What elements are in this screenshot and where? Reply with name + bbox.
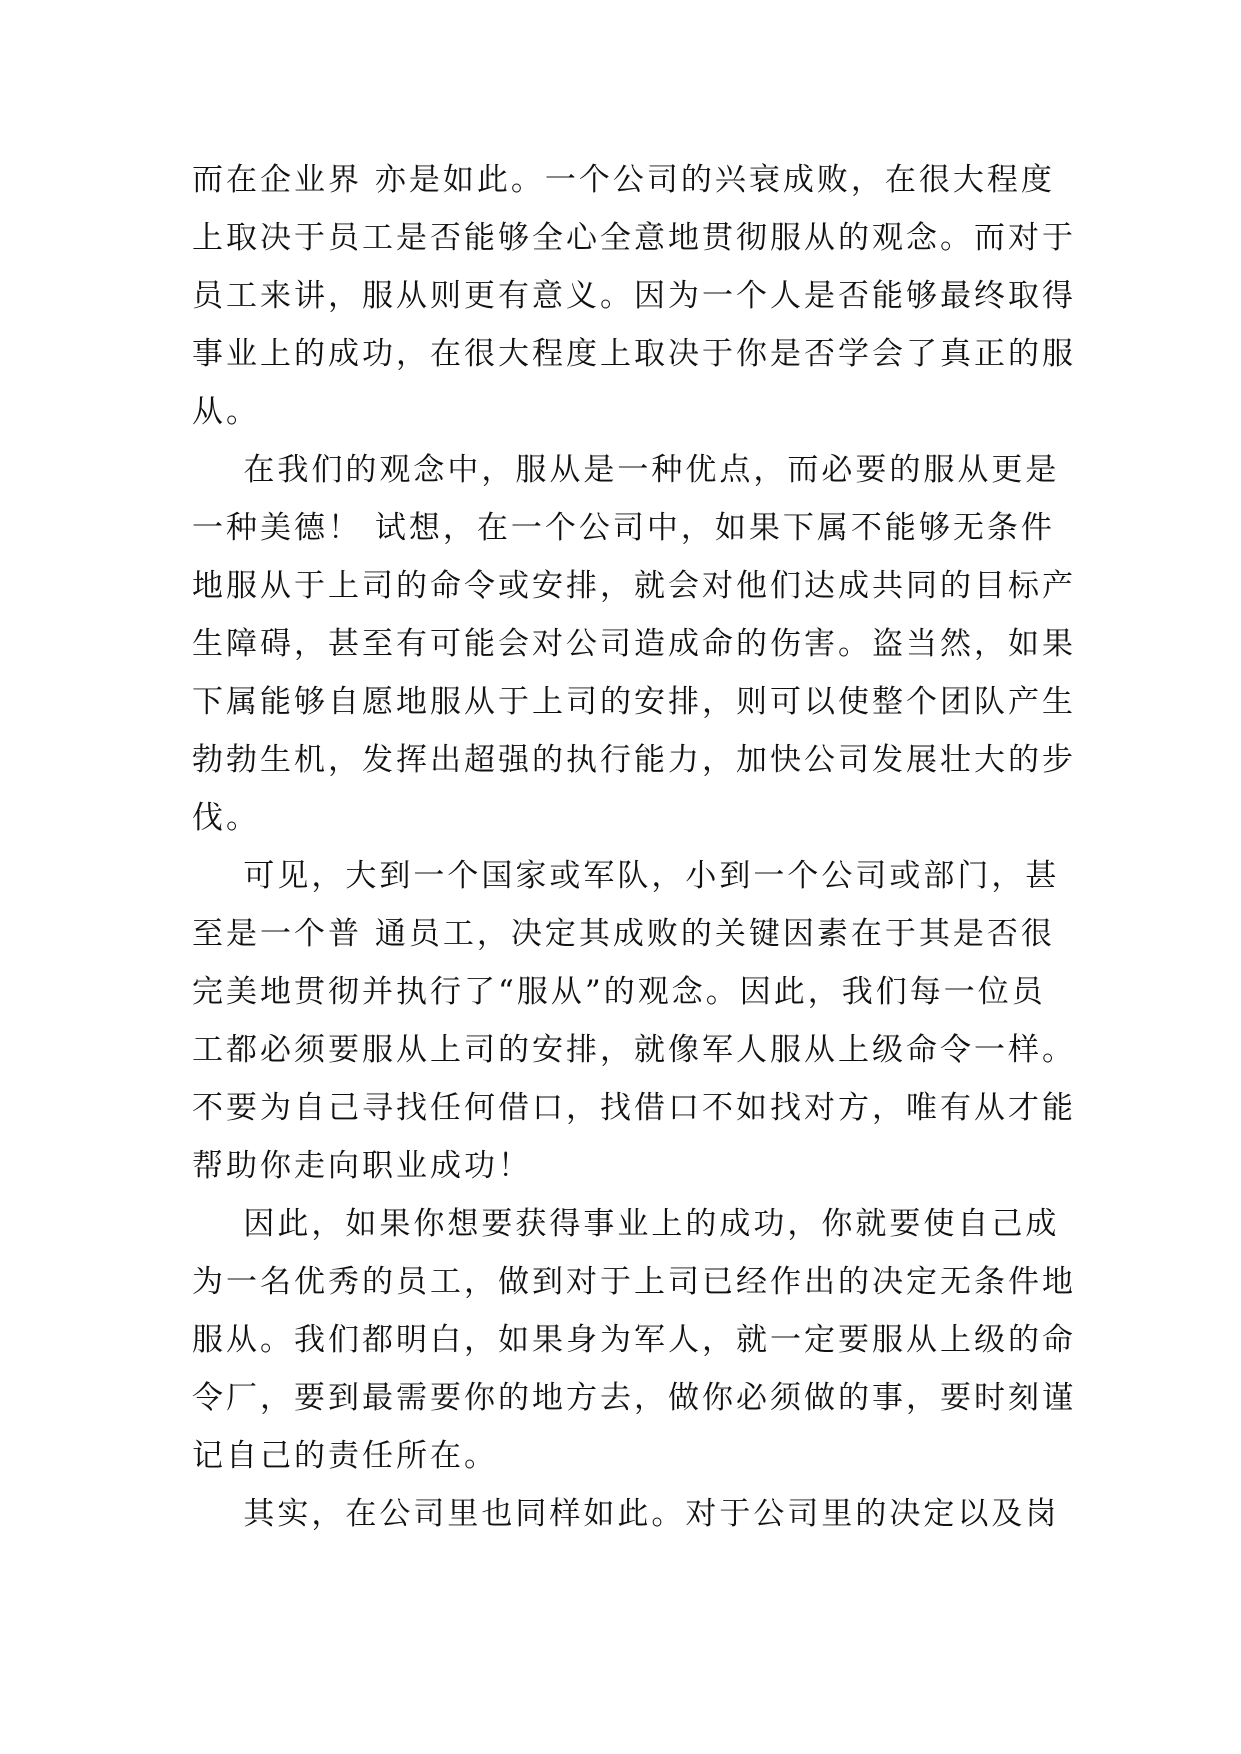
text-line: 下属能够自愿地服从于上司的安排，则可以使整个团队产生 xyxy=(192,684,1076,720)
text-line: 至是一个普 通员工，决定其成败的关键因素在于其是否很 xyxy=(192,916,1055,952)
text-line: 令厂，要到最需要你的地方去，做你必须做的事，要时刻谨 xyxy=(192,1380,1076,1416)
text-line: 伐。 xyxy=(192,800,260,836)
text-line: 生障碍，甚至有可能会对公司造成命的伤害。盗当然，如果 xyxy=(192,626,1076,662)
text-line: 为一名优秀的员工，做到对于上司已经作出的决定无条件地 xyxy=(192,1264,1076,1300)
text-line: 帮助你走向职业成功！ xyxy=(192,1148,532,1184)
text-line: 地服从于上司的命令或安排，就会对他们达成共同的目标产 xyxy=(192,568,1076,604)
text-line: 一种美德！ 试想，在一个公司中，如果下属不能够无条件 xyxy=(192,510,1055,546)
text-line: 服从。我们都明白，如果身为军人，就一定要服从上级的命 xyxy=(192,1322,1076,1358)
text-line: 不要为自己寻找任何借口，找借口不如找对方，唯有从才能 xyxy=(192,1090,1076,1126)
text-line: 员工来讲，服从则更有意义。因为一个人是否能够最终取得 xyxy=(192,278,1076,314)
text-line: 记自己的责任所在。 xyxy=(192,1438,498,1474)
text-line: 上取决于员工是否能够全心全意地贯彻服从的观念。而对于 xyxy=(192,220,1076,256)
text-line: 完美地贯彻并执行了“服从”的观念。因此，我们每一位员 xyxy=(192,974,1046,1010)
text-line: 而在企业界 亦是如此。一个公司的兴衰成败，在很大程度 xyxy=(192,162,1055,198)
text-line: 在我们的观念中，服从是一种优点，而必要的服从更是 xyxy=(192,452,1060,488)
text-line: 从。 xyxy=(192,394,260,430)
text-line: 可见，大到一个国家或军队，小到一个公司或部门，甚 xyxy=(192,858,1060,894)
text-line: 其实，在公司里也同样如此。对于公司里的决定以及岗 xyxy=(192,1496,1060,1532)
text-line: 工都必须要服从上司的安排，就像军人服从上级命令一样。 xyxy=(192,1032,1076,1068)
text-line: 勃勃生机，发挥出超强的执行能力，加快公司发展壮大的步 xyxy=(192,742,1076,778)
text-line: 事业上的成功，在很大程度上取决于你是否学会了真正的服 xyxy=(192,336,1076,372)
text-line: 因此，如果你想要获得事业上的成功，你就要使自己成 xyxy=(192,1206,1060,1242)
